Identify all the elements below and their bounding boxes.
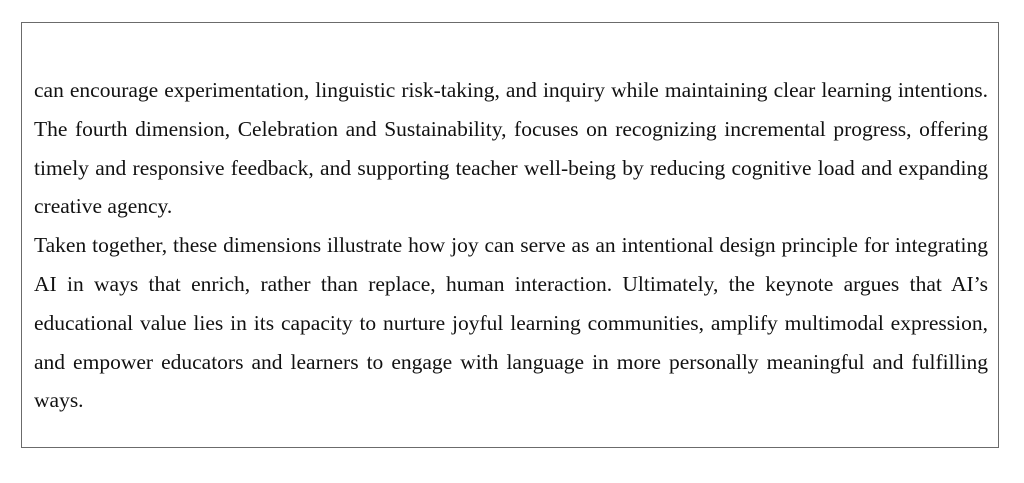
document-text-box: [21, 22, 999, 448]
paragraph-2: Taken together, these dimensions illustrate how joy can serve as an intentional design principle for integrating AI in ways that enrich, rather than replace, human interaction. Ultimately, the keynote argues that AI’s educational value lies in its capacity to nurture joyful learning communities, amplify multimodal expression, and empower educators and learners to engage with language in more personally meaningful and fulfilling ways.: [34, 233, 988, 413]
document-body: [34, 71, 988, 420]
paragraph-1: can encourage experimentation, linguistic risk-taking, and inquiry while maintaining clear learning intentions. The fourth dimension, Celebration and Sustainability, focuses on recognizing incremental progress, offering timely and responsive feedback, and supporting teacher well-being by reducing cognitive load and expanding creative agency.: [34, 78, 988, 219]
